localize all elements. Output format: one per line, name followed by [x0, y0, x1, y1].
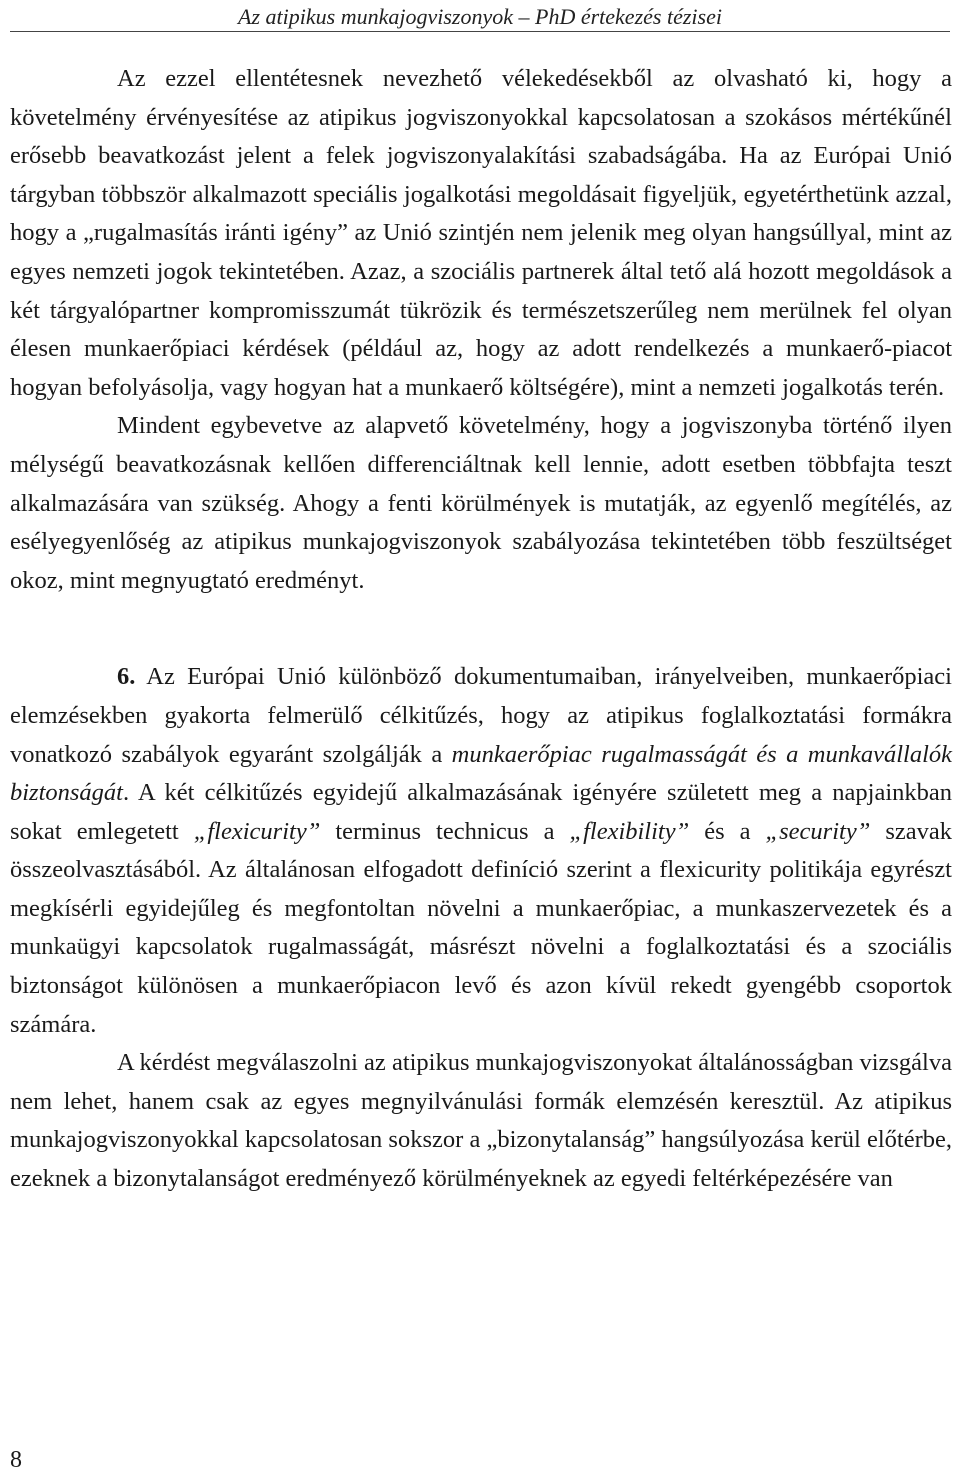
- page-number: 8: [10, 1447, 22, 1473]
- paragraph-3-text-a: Az Európai Unió különböző dokumentumaiban, irányelveiben, munkaerőpiaci elemzésekben gyakorta felmerülő célkitűzés, hogy az atipikus foglalkoztatási formákra vonatkozó szabályok egyaránt szolgálják a: [10, 663, 952, 768]
- page-header: [0, 0, 960, 38]
- paragraph-3: [10, 658, 952, 1044]
- paragraph-2: Mindent egybevetve az alapvető követelmény, hogy a jogviszonyba történő ilyen mélységű beavatkozásnak kellően differenciáltnak kell lennie, adott esetben többfajta teszt alkalmazására van szükség. Ahogy a fenti körülmények is mutatják, az egyenlő megítélés, az esélyegyenlőség az atipikus munkajogviszonyok szabályozása tekintetében több feszültséget okoz, mint megnyugtató eredményt.: [10, 412, 952, 594]
- running-title: Az atipikus munkajogviszonyok – PhD értekezés tézisei: [238, 4, 722, 29]
- paragraph-3-italic-b: munkaerőpiac rugalmasságát és a munkavállalók biztonságát: [10, 740, 953, 807]
- paragraph-3-text-c: . A két célkitűzés egyidejű alkalmazásának igényére született meg a napjainkban sokat emlegetett: [10, 779, 952, 845]
- term-security: „security”: [765, 817, 871, 845]
- section-gap: [10, 600, 952, 658]
- body-text: [10, 60, 952, 1199]
- header-rule: [10, 31, 950, 32]
- paragraph-3-text-e: terminus technicus a: [320, 817, 570, 845]
- section-number: 6.: [117, 663, 136, 691]
- paragraph-1: Az ezzel ellentétesnek nevezhető vélekedésekből az olvasható ki, hogy a követelmény érvényesítése az atipikus jogviszonyokkal kapcsolatosan a szokásos mértékűnél erősebb beavatkozást jelent a felek jogviszonyalakítási szabadságába. Ha az Európai Unió tárgyban többször alkalmazott speciális jogalkotási megoldásait figyeljük, egyetérthetünk azzal, hogy a „rugalmasítás iránti igény” az Unió szintjén nem jelenik meg olyan hangsúllyal, mint az egyes nemzeti jogok tekintetében. Azaz, a szociális partnerek által tető alá hozott megoldások a két tárgyalópartner kompromisszumát tükrözik és természetszerűleg nem merülnek fel olyan élesen munkaerőpiaci kérdések (például az, hogy az adott rendelkezés a munkaerő-piacot hogyan befolyásolja, vagy hogyan hat a munkaerő költségére), mint a nemzeti jogalkotás terén.: [10, 65, 952, 401]
- term-flexicurity: „flexicurity”: [193, 817, 321, 845]
- term-flexibility: „flexibility”: [569, 817, 690, 845]
- paragraph-3-text-i: szavak összeolvasztásából. Az általánosan elfogadott definíció szerint a flexicurity politikája egyrészt megkísérli egyidejűleg és megfontoltan növelni a munkaerőpiac, a munkaszervezetek és a munkaügyi kapcsolatok rugalmasságát, másrészt növelni a foglalkoztatási és a szociális biztonságot különösen a munkaerőpiacon levő és azon kívül rekedt gyengébb csoportok számára.: [10, 817, 952, 1038]
- paragraph-4: A kérdést megválaszolni az atipikus munkajogviszonyokat általánosságban vizsgálva nem lehet, hanem csak az egyes megnyilvánulási formák elemzésén keresztül. Az atipikus munkajogviszonyokkal kapcsolatosan sokszor a „bizonytalanság” hangsúlyozása kerül előtérbe, ezeknek a bizonytalanságot eredményező körülményeknek az egyedi feltérképezésére van: [10, 1049, 952, 1193]
- paragraph-3-text-g: és a: [689, 817, 766, 845]
